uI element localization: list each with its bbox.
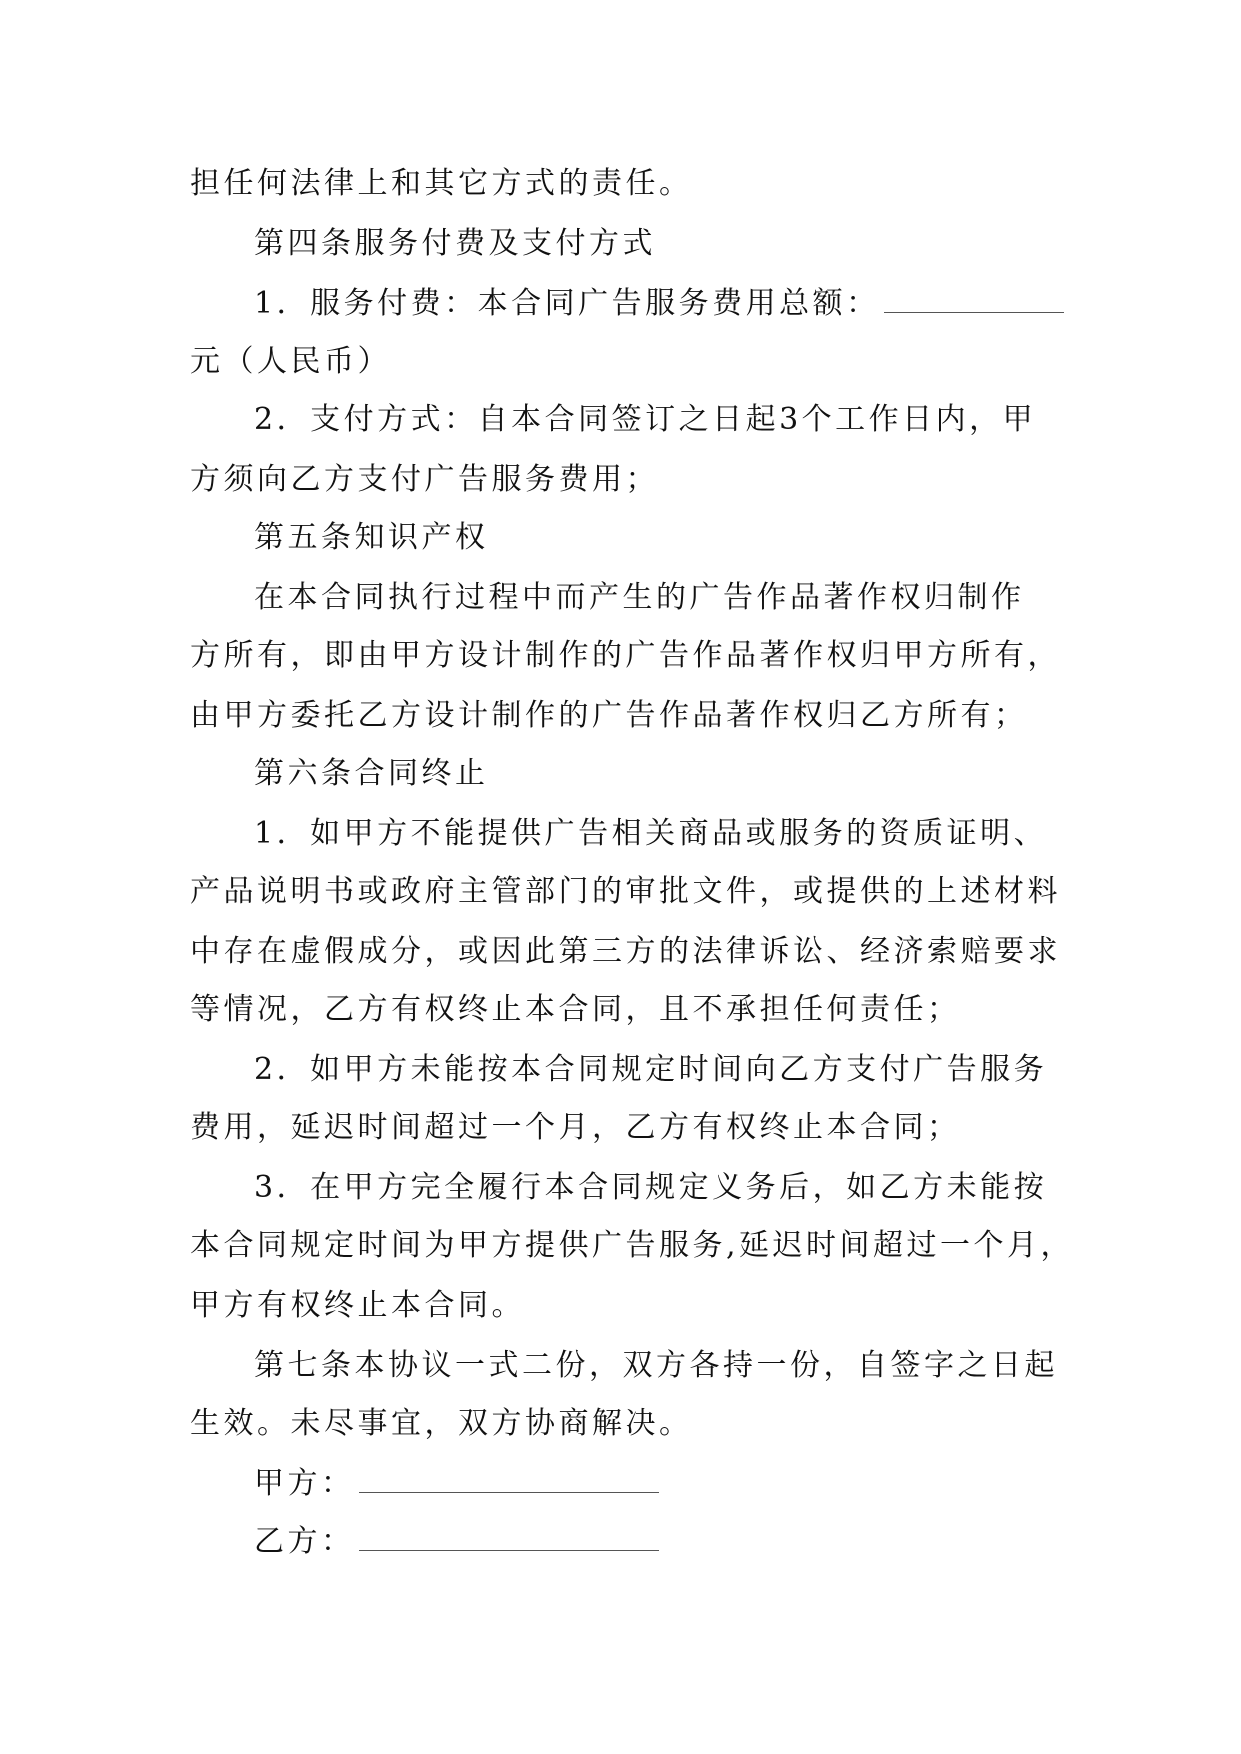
party-a-label: 甲方： — [254, 1466, 355, 1501]
party-a-blank — [359, 1468, 659, 1493]
paragraph-line: 本合同规定时间为甲方提供广告服务,延迟时间超过一个月， — [190, 1228, 1075, 1263]
paragraph-line: 担任何法律上和其它方式的责任。 — [190, 166, 693, 201]
paragraph-line: 中存在虚假成分，或因此第三方的法律诉讼、经济索赔要求 — [190, 934, 1061, 969]
paragraph-line: 方须向乙方支付广告服务费用； — [190, 462, 659, 497]
paragraph-line: 方所有，即由甲方设计制作的广告作品著作权归甲方所有， — [190, 638, 1061, 673]
party-b-signature-line — [254, 1522, 659, 1562]
paragraph-line — [254, 284, 1064, 324]
paragraph-line: 等情况，乙方有权终止本合同，且不承担任何责任； — [190, 992, 961, 1027]
party-b-label: 乙方： — [254, 1524, 355, 1559]
fee-amount-blank — [884, 288, 1064, 313]
section-heading-article-6: 第六条合同终止 — [254, 756, 489, 791]
paragraph-line: 2．支付方式：自本合同签订之日起3个工作日内，甲 — [254, 402, 1037, 437]
paragraph-line: 产品说明书或政府主管部门的审批文件，或提供的上述材料 — [190, 874, 1061, 909]
section-heading-article-7: 第七条本协议一式二份，双方各持一份，自签字之日起 — [254, 1348, 1058, 1383]
paragraph-line: 3．在甲方完全履行本合同规定义务后，如乙方未能按 — [254, 1170, 1048, 1205]
party-a-signature-line — [254, 1464, 659, 1504]
paragraph-line: 甲方有权终止本合同。 — [190, 1288, 525, 1323]
paragraph-line: 2．如甲方未能按本合同规定时间向乙方支付广告服务 — [254, 1052, 1048, 1087]
paragraph-line: 在本合同执行过程中而产生的广告作品著作权归制作 — [254, 580, 1025, 615]
section-heading-article-4: 第四条服务付费及支付方式 — [254, 226, 656, 261]
paragraph-line: 由甲方委托乙方设计制作的广告作品著作权归乙方所有； — [190, 698, 1028, 733]
service-fee-text: 1．服务付费：本合同广告服务费用总额： — [254, 286, 880, 321]
section-heading-article-5: 第五条知识产权 — [254, 520, 489, 555]
paragraph-line: 生效。未尽事宜，双方协商解决。 — [190, 1406, 693, 1441]
party-b-blank — [359, 1526, 659, 1551]
paragraph-line: 1．如甲方不能提供广告相关商品或服务的资质证明、 — [254, 816, 1048, 851]
paragraph-line: 费用，延迟时间超过一个月，乙方有权终止本合同； — [190, 1110, 961, 1145]
paragraph-line: 元（人民币） — [190, 344, 391, 379]
